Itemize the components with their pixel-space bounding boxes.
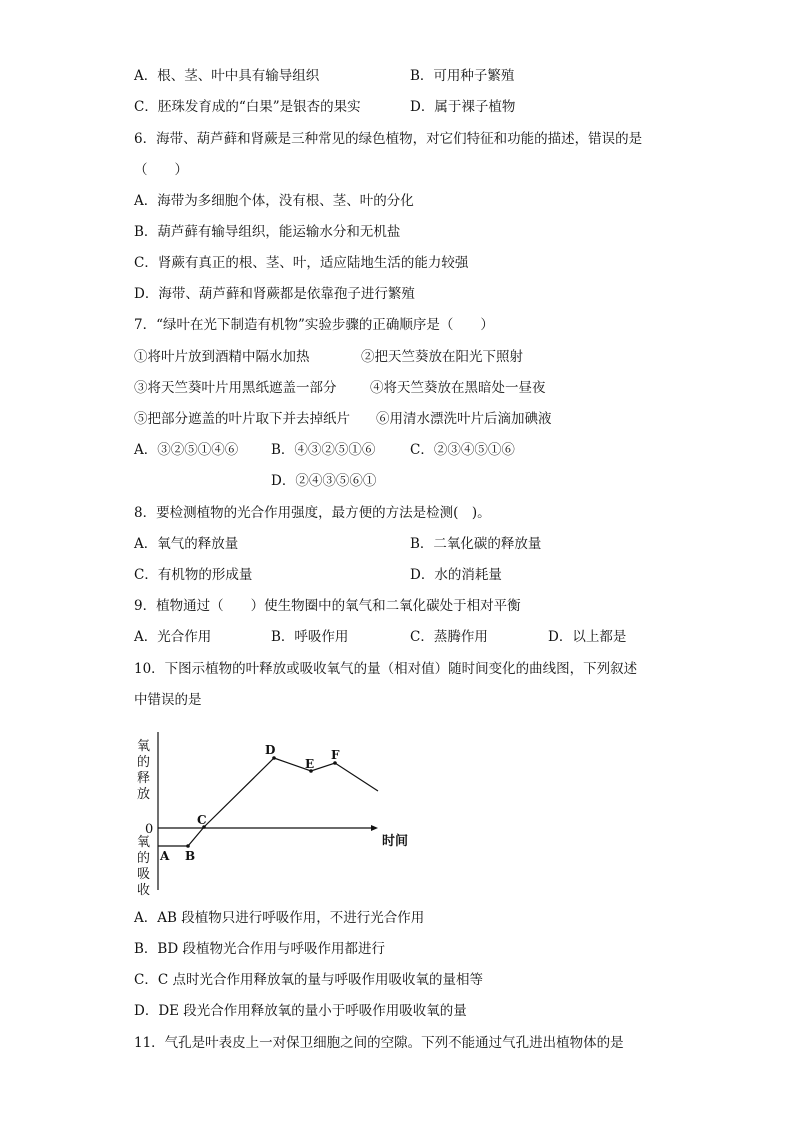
zero-label: 0 bbox=[145, 822, 154, 837]
q8-option-a: A．氧气的释放量 bbox=[134, 536, 239, 552]
q7-step-3: ③将天竺葵叶片用黑纸遮盖一部分 bbox=[134, 380, 337, 396]
point-b-label: B bbox=[185, 849, 196, 863]
q7-option-c: C．②③④⑤①⑥ bbox=[410, 442, 515, 458]
q7-step-1: ①将叶片放到酒精中隔水加热 bbox=[134, 349, 310, 365]
q6-stem-bracket: （ ） bbox=[134, 162, 188, 178]
q7-step-4: ④将天竺葵放在黑暗处一昼夜 bbox=[370, 380, 546, 396]
oxygen-curve-diagram bbox=[128, 726, 428, 896]
point-c-label: C bbox=[197, 813, 207, 827]
q7-option-a: A．③②⑤①④⑥ bbox=[134, 442, 239, 458]
q5-option-d: D．属于裸子植物 bbox=[410, 99, 516, 115]
q6-stem: 6．海带、葫芦藓和肾蕨是三种常见的绿色植物，对它们特征和功能的描述，错误的是 bbox=[134, 131, 643, 147]
q8-stem: 8．要检测植物的光合作用强度，最方便的方法是检测( )。 bbox=[134, 505, 491, 521]
q10-option-a: A．AB 段植物只进行呼吸作用，不进行光合作用 bbox=[134, 910, 425, 926]
y-label-release-3: 释 bbox=[137, 771, 151, 786]
x-axis-arrow bbox=[371, 825, 378, 831]
q7-option-b: B．④③②⑤①⑥ bbox=[271, 442, 376, 458]
q6-option-b: B．葫芦藓有输导组织，能运输水分和无机盐 bbox=[134, 224, 401, 240]
y-label-absorb-1: 氧 bbox=[137, 835, 151, 850]
q10-stem: 10．下图示植物的叶释放或吸收氧气的量（相对值）随时间变化的曲线图，下列叙述 bbox=[134, 661, 638, 677]
oxygen-curve bbox=[158, 758, 378, 846]
q8-option-c: C．有机物的形成量 bbox=[134, 567, 253, 583]
q7-option-d: D．②④③⑤⑥① bbox=[271, 473, 377, 489]
q9-option-a: A．光合作用 bbox=[134, 629, 212, 645]
q7-step-6: ⑥用清水漂洗叶片后滴加碘液 bbox=[376, 411, 552, 427]
q5-option-c: C．胚珠发育成的“白果”是银杏的果实 bbox=[134, 99, 361, 115]
x-axis-label: 时间 bbox=[382, 834, 409, 849]
y-label-release-2: 的 bbox=[137, 755, 151, 770]
y-label-absorb-3: 吸 bbox=[137, 867, 151, 882]
point-a-label: A bbox=[160, 849, 170, 863]
q11-stem: 11．气孔是叶表皮上一对保卫细胞之间的空隙。下列不能通过气孔进出植物体的是 bbox=[134, 1035, 624, 1051]
q7-step-2: ②把天竺葵放在阳光下照射 bbox=[361, 349, 523, 365]
q8-option-d: D．水的消耗量 bbox=[410, 567, 502, 583]
q9-stem: 9．植物通过（ ）使生物圈中的氧气和二氧化碳处于相对平衡 bbox=[134, 598, 521, 614]
y-label-release-4: 放 bbox=[137, 787, 151, 802]
q9-option-d: D．以上都是 bbox=[548, 629, 627, 645]
q6-option-a: A．海带为多细胞个体，没有根、茎、叶的分化 bbox=[134, 193, 414, 209]
q6-option-c: C．肾蕨有真正的根、茎、叶，适应陆地生活的能力较强 bbox=[134, 255, 469, 271]
point-b-marker bbox=[186, 844, 190, 848]
q7-step-5: ⑤把部分遮盖的叶片取下并去掉纸片 bbox=[134, 411, 350, 427]
point-e-label: E bbox=[305, 757, 315, 771]
q10-option-c: C．C 点时光合作用释放氧的量与呼吸作用吸收氧的量相等 bbox=[134, 972, 483, 988]
q10-stem-cont: 中错误的是 bbox=[134, 692, 202, 708]
y-label-absorb-2: 的 bbox=[137, 851, 151, 866]
q7-stem: 7．“绿叶在光下制造有机物”实验步骤的正确顺序是（ ） bbox=[134, 317, 494, 333]
q10-option-d: D．DE 段光合作用释放氧的量小于呼吸作用吸收氧的量 bbox=[134, 1003, 467, 1019]
q9-option-c: C．蒸腾作用 bbox=[410, 629, 488, 645]
point-d-label: D bbox=[265, 743, 276, 757]
q8-option-b: B．二氧化碳的释放量 bbox=[410, 536, 542, 552]
q6-option-d: D．海带、葫芦藓和肾蕨都是依靠孢子进行繁殖 bbox=[134, 286, 415, 302]
q9-option-b: B．呼吸作用 bbox=[271, 629, 349, 645]
q5-option-a: A．根、茎、叶中具有输导组织 bbox=[134, 68, 320, 84]
q10-option-b: B．BD 段植物光合作用与呼吸作用都进行 bbox=[134, 941, 385, 957]
q5-option-b: B．可用种子繁殖 bbox=[410, 68, 515, 84]
point-f-label: F bbox=[331, 748, 340, 762]
y-label-absorb-4: 收 bbox=[137, 883, 151, 896]
y-label-release-1: 氧 bbox=[137, 739, 151, 754]
